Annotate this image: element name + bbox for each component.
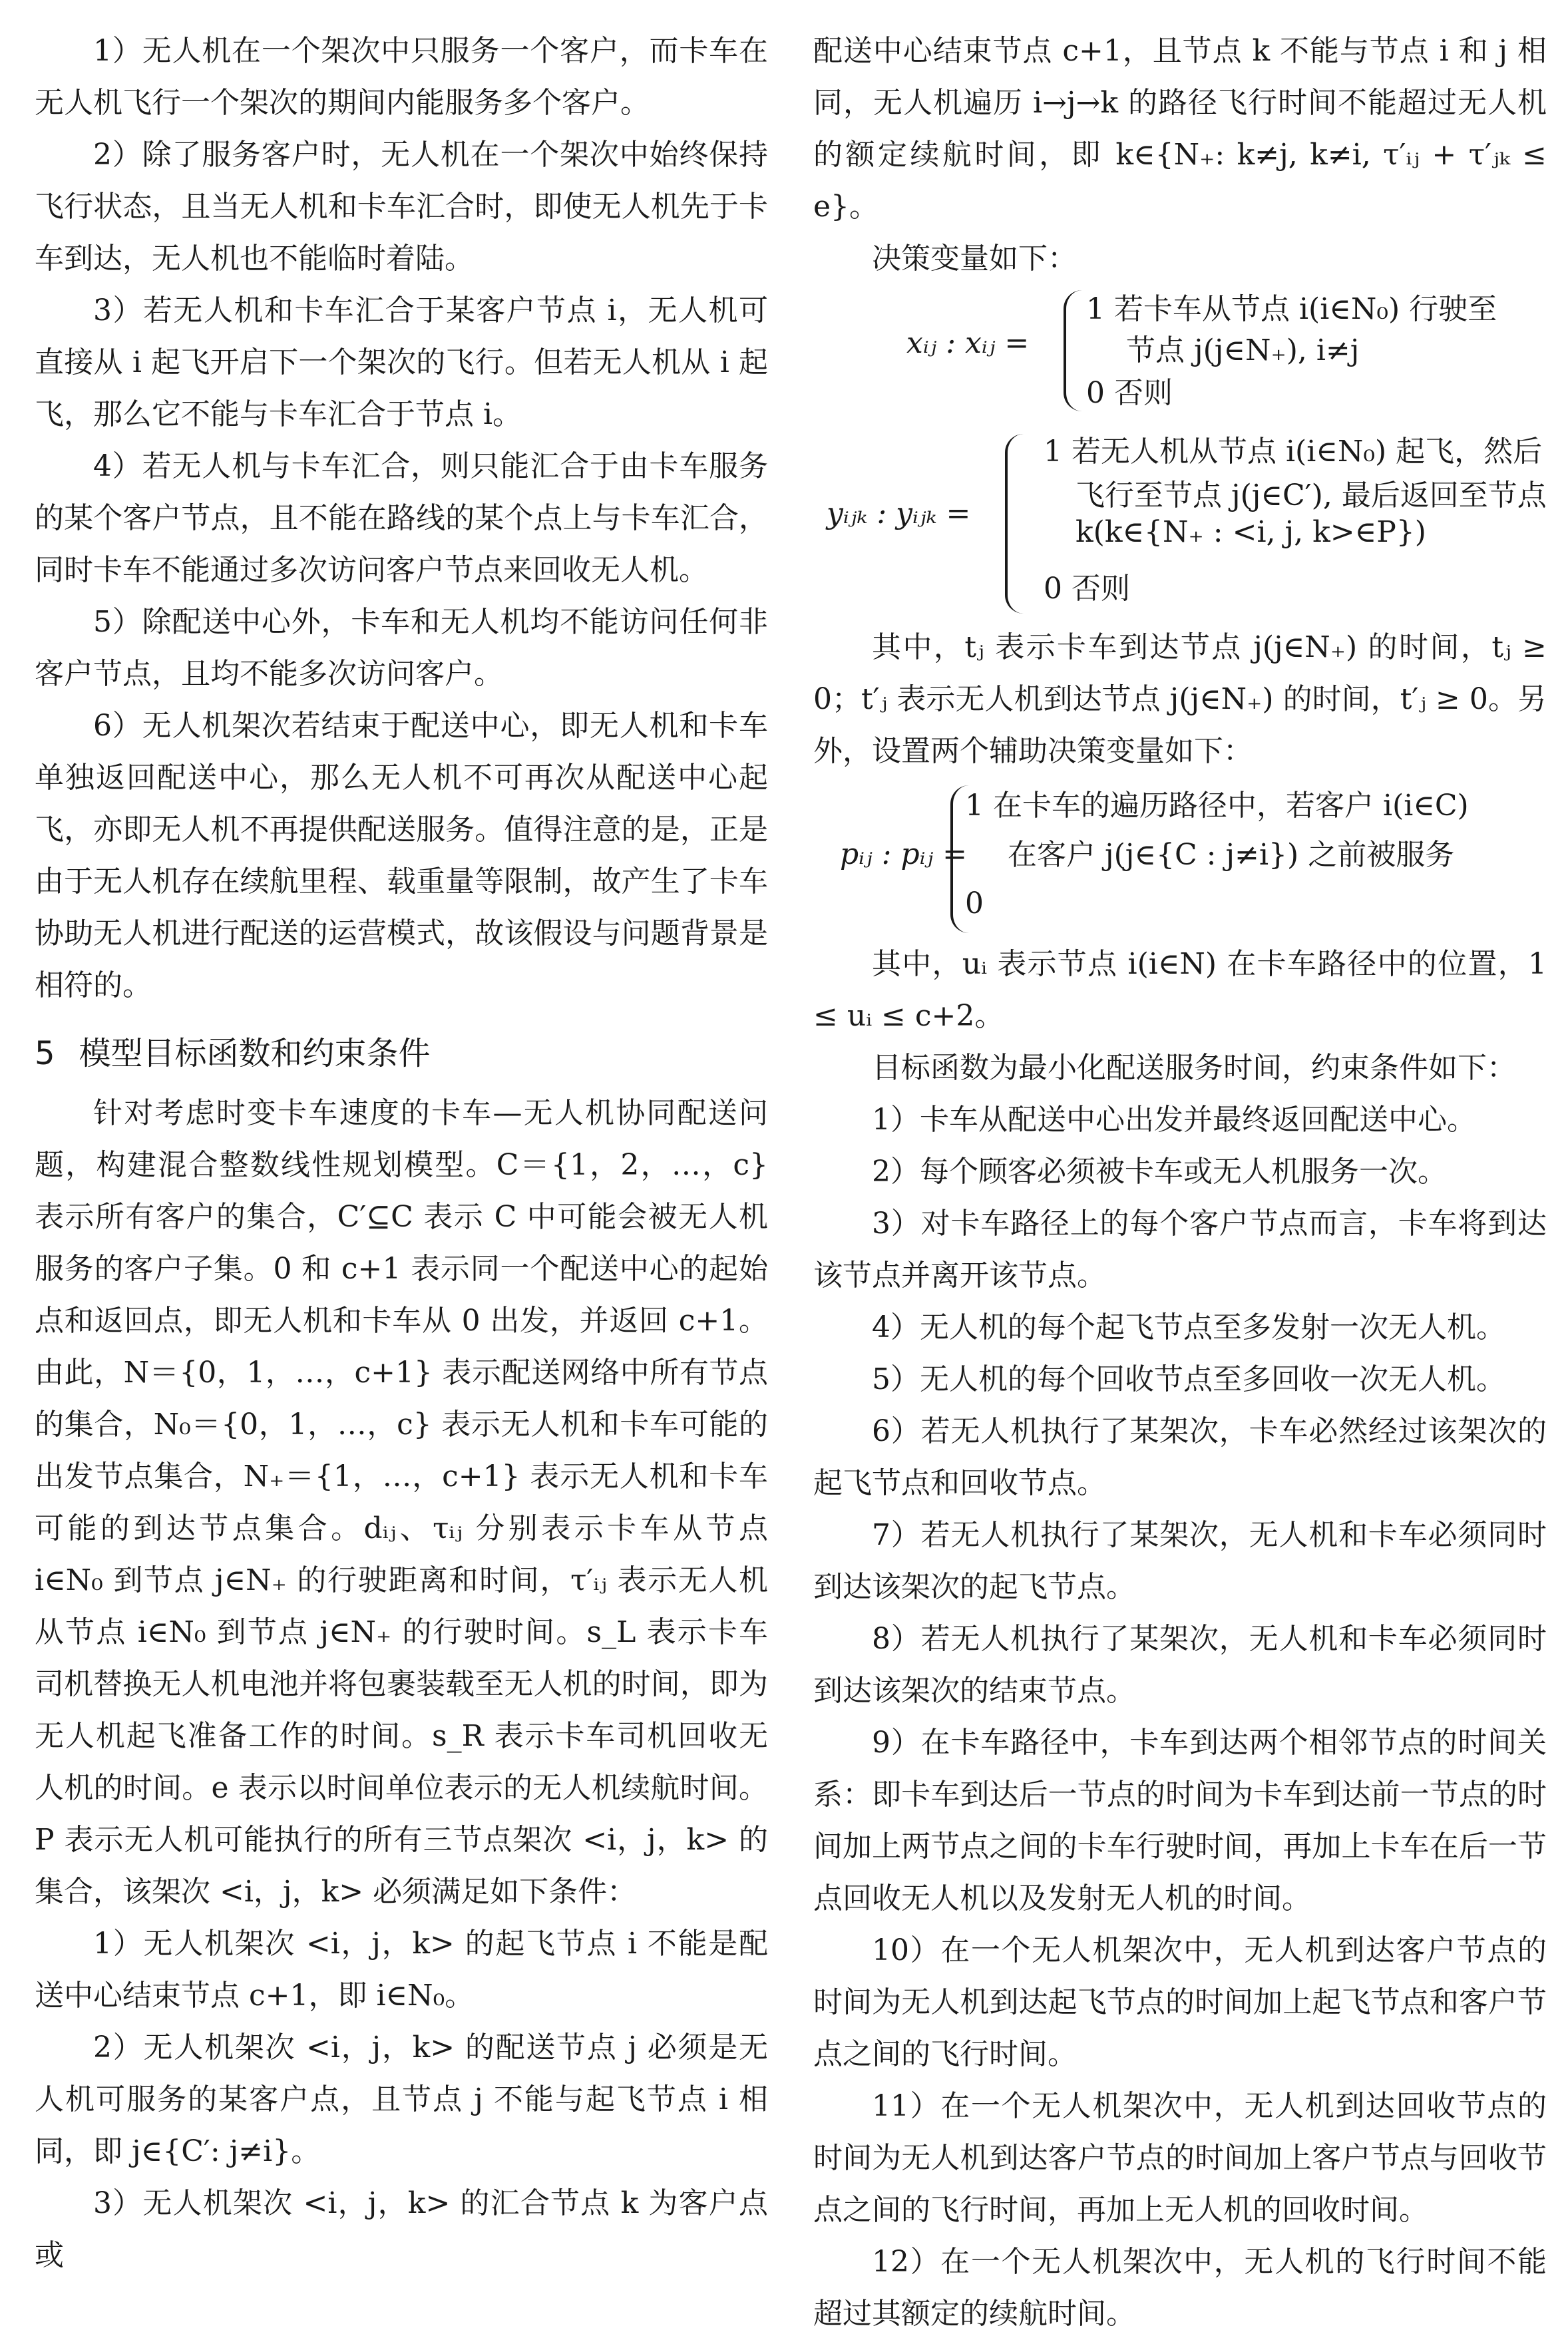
assumption-5: 5）除配送中心外，卡车和无人机均不能访问任何非客户节点，且均不能多次访问客户。 (35, 605, 768, 691)
constraint-5: 5）无人机的每个回收节点至多回收一次无人机。 (872, 1362, 1505, 1396)
constraint-9: 9）在卡车路径中，卡车到达两个相邻节点的时间关系：即卡车到达后一节点的时间为卡车到达前一节点的时间加上两节点之间的卡车行驶时间，再加上卡车在后一节点回收无人机以及发射无人机的时间。 (813, 1726, 1547, 1915)
equation-p-lhs: pᵢⱼ : pᵢⱼ = (840, 837, 967, 871)
equation-y-brace (1005, 434, 1025, 614)
section-heading (35, 1028, 768, 1079)
equation-x-case-0: 0 否则 (1086, 376, 1173, 410)
constraint-12: 12）在一个无人机架次中，无人机的飞行时间不能超过其额定的续航时间。 (813, 2245, 1547, 2331)
decision-variables-intro: 决策变量如下： (872, 242, 1077, 276)
assumption-4: 4）若无人机与卡车汇合，则只能汇合于由卡车服务的某个客户节点，且不能在路线的某个点上与卡车汇合，同时卡车不能通过多次访问客户节点来回收无人机。 (35, 449, 768, 587)
constraint-8: 8）若无人机执行了某架次，无人机和卡车必须同时到达该架次的结束节点。 (813, 1622, 1547, 1708)
constraint-3: 3）对卡车路径上的每个客户节点而言，卡车将到达该节点并离开该节点。 (813, 1207, 1547, 1292)
equation-x-lhs: xᵢⱼ : xᵢⱼ = (906, 326, 1030, 360)
equation-p-case-1-cont: 在客户 j(j∈{C : j≠i}) 之前被服务 (1008, 838, 1455, 872)
constraint-7: 7）若无人机执行了某架次，无人机和卡车必须同时到达该架次的起飞节点。 (813, 1518, 1547, 1604)
section-title: 模型目标函数和约束条件 (79, 1035, 431, 1072)
sortie-condition-2: 2）无人机架次 <i，j，k> 的配送节点 j 必须是无人机可服务的某客户点，且节点 j 不能与起飞节点 i 相同，即 j∈{C′: j≠i}。 (35, 2031, 768, 2168)
equation-y (813, 427, 1547, 622)
equation-x-brace (1064, 290, 1082, 411)
section-number: 5 (35, 1035, 55, 1072)
equation-x-case-1-cont: 节点 j(j∈N₊), i≠j (1126, 333, 1360, 367)
constraint-6: 6）若无人机执行了某架次，卡车必然经过该架次的起飞节点和回收节点。 (813, 1414, 1547, 1500)
equation-y-case-1-cont2: k(k∈{N₊ : <i, j, k>∈P}) (1076, 515, 1426, 549)
assumption-2: 2）除了服务客户时，无人机在一个架次中始终保持飞行状态，且当无人机和卡车汇合时，即使无人机先于卡车到达，无人机也不能临时着陆。 (35, 138, 768, 276)
position-variable-definition: 其中，uᵢ 表示节点 i(i∈N) 在卡车路径中的位置，1 ≤ uᵢ ≤ c+2。 (813, 947, 1547, 1033)
constraint-1: 1）卡车从配送中心出发并最终返回配送中心。 (872, 1103, 1476, 1137)
left-column (35, 25, 768, 2281)
equation-x (813, 285, 1547, 418)
time-variable-definition: 其中，tⱼ 表示卡车到达节点 j(j∈N₊) 的时间，tⱼ ≥ 0；t′ⱼ 表示无人机到达节点 j(j∈N₊) 的时间，t′ⱼ ≥ 0。另外，设置两个辅助决策变量如下： (813, 630, 1547, 768)
constraint-4: 4）无人机的每个起飞节点至多发射一次无人机。 (872, 1310, 1505, 1344)
equation-y-case-1: 1 若无人机从节点 i(i∈N₀) 起飞，然后 (1044, 435, 1543, 469)
equation-p-case-1: 1 在卡车的遍历路径中，若客户 i(i∈C) (965, 789, 1469, 823)
model-intro-paragraph: 针对考虑时变卡车速度的卡车—无人机协同配送问题，构建混合整数线性规划模型。C＝{1，2，…，c} 表示所有客户的集合，C′⊆C 表示 C 中可能会被无人机服务的客户子集。0 和 c+1 表示同一个配送中心的起始点和返回点，即无人机和卡车从 0 出发，并返回 c+1。由此，N＝{0，1，…，c+1} 表示配送网络中所有节点的集合，N₀＝{0，1，…，c} 表示无人机和卡车可能的出发节点集合，N₊＝{1，…，c+1} 表示无人机和卡车可能的到达节点集合。dᵢⱼ、τᵢⱼ 分别表示卡车从节点 i∈N₀ 到节点 j∈N₊ 的行驶距离和时间，τ′ᵢⱼ 表示无人机从节点 i∈N₀ 到节点 j∈N₊ 的行驶时间。s_L 表示卡车司机替换无人机电池并将包裹装载至无人机的时间，即为无人机起飞准备工作的时间。s_R 表示卡车司机回收无人机的时间。e 表示以时间单位表示的无人机续航时间。P 表示无人机可能执行的所有三节点架次 <i，j，k> 的集合，该架次 <i，j，k> 必须满足如下条件： (35, 1096, 768, 1909)
constraint-11: 11）在一个无人机架次中，无人机到达回收节点的时间为无人机到达客户节点的时间加上客户节点与回收节点之间的飞行时间，再加上无人机的回收时间。 (813, 2089, 1547, 2227)
sortie-condition-3: 3）无人机架次 <i，j，k> 的汇合节点 k 为客户点或 (35, 2186, 768, 2272)
equation-y-lhs: yᵢⱼₖ : yᵢⱼₖ = (827, 496, 971, 530)
continued-paragraph: 配送中心结束节点 c+1，且节点 k 不能与节点 i 和 j 相同，无人机遍历 i→j→k 的路径飞行时间不能超过无人机的额定续航时间，即 k∈{N₊: k≠j, k≠i, τ′ᵢⱼ + τ′ⱼₖ ≤ e}。 (813, 34, 1547, 224)
assumption-3: 3）若无人机和卡车汇合于某客户节点 i，无人机可直接从 i 起飞开启下一个架次的飞行。但若无人机从 i 起飞，那么它不能与卡车汇合于节点 i。 (35, 293, 768, 431)
equation-y-case-1-cont: 飞行至节点 j(j∈C′), 最后返回至节点 (1076, 479, 1547, 512)
constraint-2: 2）每个顾客必须被卡车或无人机服务一次。 (872, 1155, 1447, 1189)
objective-statement: 目标函数为最小化配送服务时间，约束条件如下： (872, 1051, 1516, 1085)
assumption-1: 1）无人机在一个架次中只服务一个客户，而卡车在无人机飞行一个架次的期间内能服务多个客户。 (35, 34, 768, 120)
equation-x-case-1: 1 若卡车从节点 i(i∈N₀) 行驶至 (1086, 292, 1497, 326)
right-column (813, 25, 1547, 2340)
equation-p (813, 781, 1547, 938)
equation-y-case-0: 0 否则 (1044, 572, 1130, 606)
constraint-10: 10）在一个无人机架次中，无人机到达客户节点的时间为无人机到达起飞节点的时间加上起飞节点和客户节点之间的飞行时间。 (813, 1933, 1547, 2071)
sortie-condition-1: 1）无人机架次 <i，j，k> 的起飞节点 i 不能是配送中心结束节点 c+1，即 i∈N₀。 (35, 1927, 768, 2013)
equation-p-case-0: 0 (965, 886, 984, 920)
assumption-6: 6）无人机架次若结束于配送中心，即无人机和卡车单独返回配送中心，那么无人机不可再次从配送中心起飞，亦即无人机不再提供配送服务。值得注意的是，正是由于无人机存在续航里程、载重量等限制，故产生了卡车协助无人机进行配送的运营模式，故该假设与问题背景是相符的。 (35, 709, 768, 1002)
